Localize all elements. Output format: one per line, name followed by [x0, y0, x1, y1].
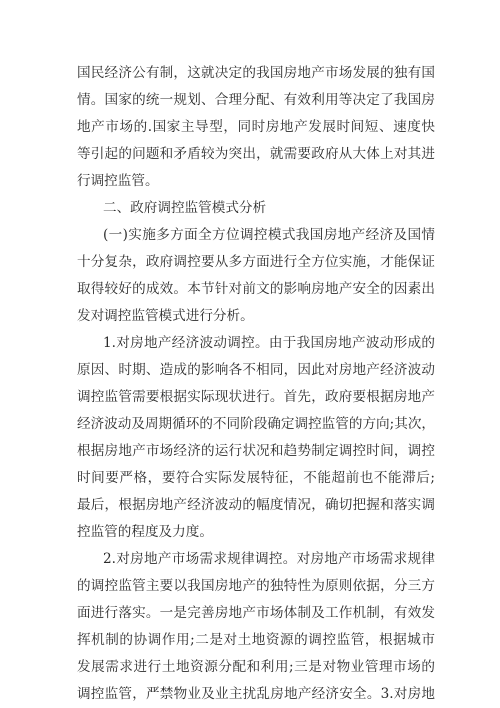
text-line: 的调控监管主要以我国房地产的独特性为原则依据，分三方: [77, 578, 435, 594]
document-body: [77, 60, 435, 708]
text-line: 十分复杂，政府调控要从多方面进行全方位实施，才能保证: [77, 254, 435, 270]
text-line: 时间要严格，要符合实际发展特征，不能超前也不能滞后;: [77, 470, 435, 486]
text-line: 调控监管需要根据实际现状进行。首先，政府要根据房地产: [77, 389, 435, 405]
text-line: 行调控监管。: [77, 173, 159, 189]
text-line: 国民经济公有制，这就决定的我国房地产市场发展的独有国: [77, 65, 435, 81]
text-line: 根据房地产市场经济的运行状况和趋势制定调控时间，调控: [77, 443, 435, 459]
text-line: 最后，根据房地产经济波动的幅度情况，确切把握和落实调: [77, 497, 435, 513]
text-line: 地产市场的.国家主导型，同时房地产发展时间短、速度快: [77, 119, 435, 135]
paragraph-first-line: 1.对房地产经济波动调控。由于我国房地产波动形成的: [103, 335, 435, 351]
text-line: 面进行落实。一是完善房地产市场体制及工作机制，有效发: [77, 605, 435, 621]
text-line: 调控监管，严禁物业及业主扰乱房地产经济安全。3.对房地: [77, 686, 435, 702]
text-line: 原因、时期、造成的影响各不相同，因此对房地产经济波动: [77, 362, 435, 378]
paragraph-first-line: 2.对房地产市场需求规律调控。对房地产市场需求规律: [103, 551, 435, 567]
text-line: 取得较好的成效。本节针对前文的影响房地产安全的因素出: [77, 281, 435, 297]
text-line: 情。国家的统一规划、合理分配、有效利用等决定了我国房: [77, 92, 435, 108]
text-line: 经济波动及周期循环的不同阶段确定调控监管的方向;其次，: [77, 416, 435, 432]
text-line: 发对调控监管模式进行分析。: [77, 308, 254, 324]
text-line: 发展需求进行土地资源分配和利用;三是对物业管理市场的: [77, 659, 435, 675]
text-line: 挥机制的协调作用;二是对土地资源的调控监管，根据城市: [77, 632, 435, 648]
section-heading: 二、政府调控监管模式分析: [103, 200, 267, 216]
text-line: 控监管的程度及力度。: [77, 524, 213, 540]
paragraph-first-line: (一)实施多方面全方位调控模式我国房地产经济及国情: [103, 227, 435, 243]
text-line: 等引起的问题和矛盾较为突出，就需要政府从大体上对其进: [77, 146, 435, 162]
